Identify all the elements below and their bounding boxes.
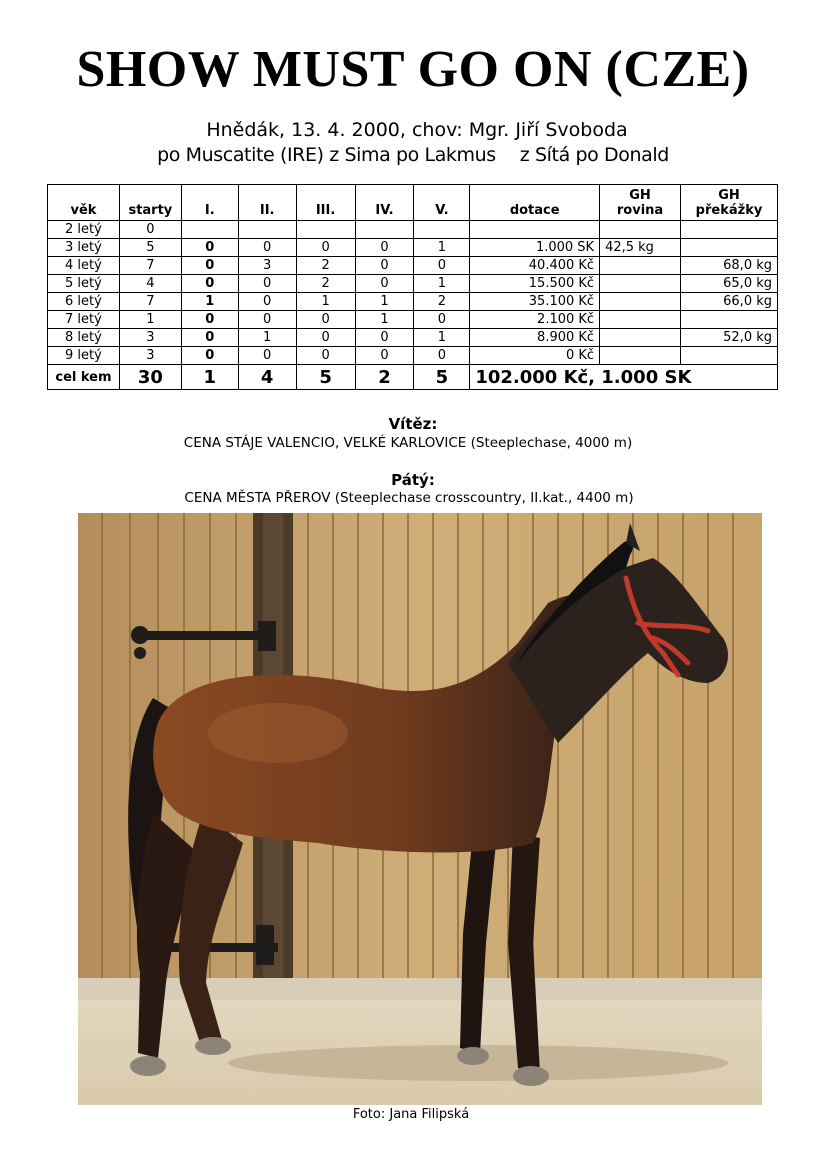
cell-p2: 0: [238, 293, 296, 311]
cell-age: 5 letý: [48, 275, 120, 293]
cell-p5: 0: [414, 257, 470, 275]
cell-starts: 5: [119, 239, 181, 257]
cell-gh-jump: 65,0 kg: [681, 275, 778, 293]
cell-p5: [414, 221, 470, 239]
header-gh-jump: GH překážky: [681, 185, 778, 221]
horse-photo: [78, 513, 762, 1105]
cell-earnings: 40.400 Kč: [470, 257, 600, 275]
table-row: [48, 293, 778, 311]
cell-p2: 0: [238, 239, 296, 257]
cell-p1: 0: [181, 311, 238, 329]
cell-starts: 3: [119, 329, 181, 347]
cell-p5: 1: [414, 329, 470, 347]
photo-caption: Foto: Jana Filipská: [352, 1107, 470, 1122]
winner-race: CENA STÁJE VALENCIO, VELKÉ KARLOVICE (Steeplechase, 4000 m): [183, 435, 633, 451]
horse-illustration: [78, 513, 762, 1105]
table-header-row: [48, 185, 778, 221]
header-place-2: II.: [238, 185, 296, 221]
header-gh-flat: GH rovina: [600, 185, 681, 221]
table-total-row: [48, 365, 778, 390]
cell-age: 9 letý: [48, 347, 120, 365]
cell-p1: 0: [181, 275, 238, 293]
cell-starts: 4: [119, 275, 181, 293]
cell-age: 3 letý: [48, 239, 120, 257]
header-age: věk: [48, 185, 120, 221]
header-place-1: I.: [181, 185, 238, 221]
cell-gh-flat: [600, 275, 681, 293]
table-row: [48, 257, 778, 275]
cell-p2: 1: [238, 329, 296, 347]
cell-gh-jump: [681, 221, 778, 239]
total-starts: 30: [119, 365, 181, 390]
cell-p4: 0: [355, 257, 414, 275]
cell-earnings: 2.100 Kč: [470, 311, 600, 329]
cell-gh-jump: 68,0 kg: [681, 257, 778, 275]
table-row: [48, 347, 778, 365]
cell-starts: 0: [119, 221, 181, 239]
cell-starts: 1: [119, 311, 181, 329]
cell-age: 6 letý: [48, 293, 120, 311]
cell-p3: 2: [296, 257, 355, 275]
cell-earnings: 35.100 Kč: [470, 293, 600, 311]
cell-p3: 1: [296, 293, 355, 311]
cell-p2: 0: [238, 347, 296, 365]
table-row: [48, 275, 778, 293]
winner-heading: Vítěz:: [388, 415, 438, 433]
cell-p3: 0: [296, 329, 355, 347]
cell-p5: 2: [414, 293, 470, 311]
cell-p4: [355, 221, 414, 239]
pedigree-line: [0, 143, 826, 167]
total-place-5: 5: [414, 365, 470, 390]
cell-starts: 7: [119, 293, 181, 311]
cell-gh-jump: 66,0 kg: [681, 293, 778, 311]
header-starts: starty: [119, 185, 181, 221]
cell-gh-flat: 42,5 kg: [600, 239, 681, 257]
cell-gh-flat: [600, 221, 681, 239]
cell-p1: 0: [181, 257, 238, 275]
cell-gh-jump: [681, 311, 778, 329]
total-place-3: 5: [296, 365, 355, 390]
cell-starts: 7: [119, 257, 181, 275]
total-place-1: 1: [181, 365, 238, 390]
fifth-heading: Pátý:: [391, 471, 435, 489]
cell-p1: 0: [181, 347, 238, 365]
cell-p3: 0: [296, 239, 355, 257]
table-row: [48, 329, 778, 347]
total-place-4: 2: [355, 365, 414, 390]
cell-p1: 0: [181, 329, 238, 347]
cell-starts: 3: [119, 347, 181, 365]
page-title: SHOW MUST GO ON (CZE): [76, 41, 750, 98]
cell-age: 8 letý: [48, 329, 120, 347]
total-earnings: 102.000 Kč, 1.000 SK: [470, 365, 778, 390]
cell-p3: 0: [296, 347, 355, 365]
table-row: [48, 311, 778, 329]
table-row: [48, 221, 778, 239]
horse-details: Hnědák, 13. 4. 2000, chov: Mgr. Jiří Svoboda: [206, 119, 628, 141]
cell-p2: 3: [238, 257, 296, 275]
cell-earnings: 1.000 SK: [470, 239, 600, 257]
cell-gh-flat: [600, 293, 681, 311]
fifth-race: CENA MĚSTA PŘEROV (Steeplechase crosscountry, II.kat., 4400 m): [184, 490, 634, 506]
cell-gh-flat: [600, 257, 681, 275]
cell-p2: [238, 221, 296, 239]
cell-p1: 0: [181, 239, 238, 257]
cell-p2: 0: [238, 311, 296, 329]
cell-p3: [296, 221, 355, 239]
cell-p1: 1: [181, 293, 238, 311]
cell-earnings: 15.500 Kč: [470, 275, 600, 293]
cell-p4: 1: [355, 311, 414, 329]
total-label: cel kem: [48, 365, 120, 390]
pedigree-granddam: z Sítá po Donald: [519, 144, 669, 166]
cell-gh-flat: [600, 311, 681, 329]
header-place-4: IV.: [355, 185, 414, 221]
cell-p2: 0: [238, 275, 296, 293]
race-record-table: [47, 184, 778, 390]
cell-p3: 0: [296, 311, 355, 329]
total-place-2: 4: [238, 365, 296, 390]
cell-age: 7 letý: [48, 311, 120, 329]
cell-age: 4 letý: [48, 257, 120, 275]
header-place-5: V.: [414, 185, 470, 221]
cell-earnings: 8.900 Kč: [470, 329, 600, 347]
cell-p4: 0: [355, 275, 414, 293]
cell-p5: 1: [414, 275, 470, 293]
cell-gh-jump: [681, 239, 778, 257]
cell-gh-jump: 52,0 kg: [681, 329, 778, 347]
cell-age: 2 letý: [48, 221, 120, 239]
cell-p4: 0: [355, 329, 414, 347]
cell-p3: 2: [296, 275, 355, 293]
cell-p4: 1: [355, 293, 414, 311]
pedigree-sire-dam: po Muscatite (IRE) z Sima po Lakmus: [157, 144, 496, 166]
cell-gh-jump: [681, 347, 778, 365]
header-earnings: dotace: [470, 185, 600, 221]
table-row: [48, 239, 778, 257]
header-place-3: III.: [296, 185, 355, 221]
cell-gh-flat: [600, 329, 681, 347]
cell-p1: [181, 221, 238, 239]
cell-earnings: 0 Kč: [470, 347, 600, 365]
cell-gh-flat: [600, 347, 681, 365]
cell-earnings: [470, 221, 600, 239]
cell-p4: 0: [355, 347, 414, 365]
cell-p5: 0: [414, 311, 470, 329]
cell-p5: 0: [414, 347, 470, 365]
cell-p5: 1: [414, 239, 470, 257]
cell-p4: 0: [355, 239, 414, 257]
